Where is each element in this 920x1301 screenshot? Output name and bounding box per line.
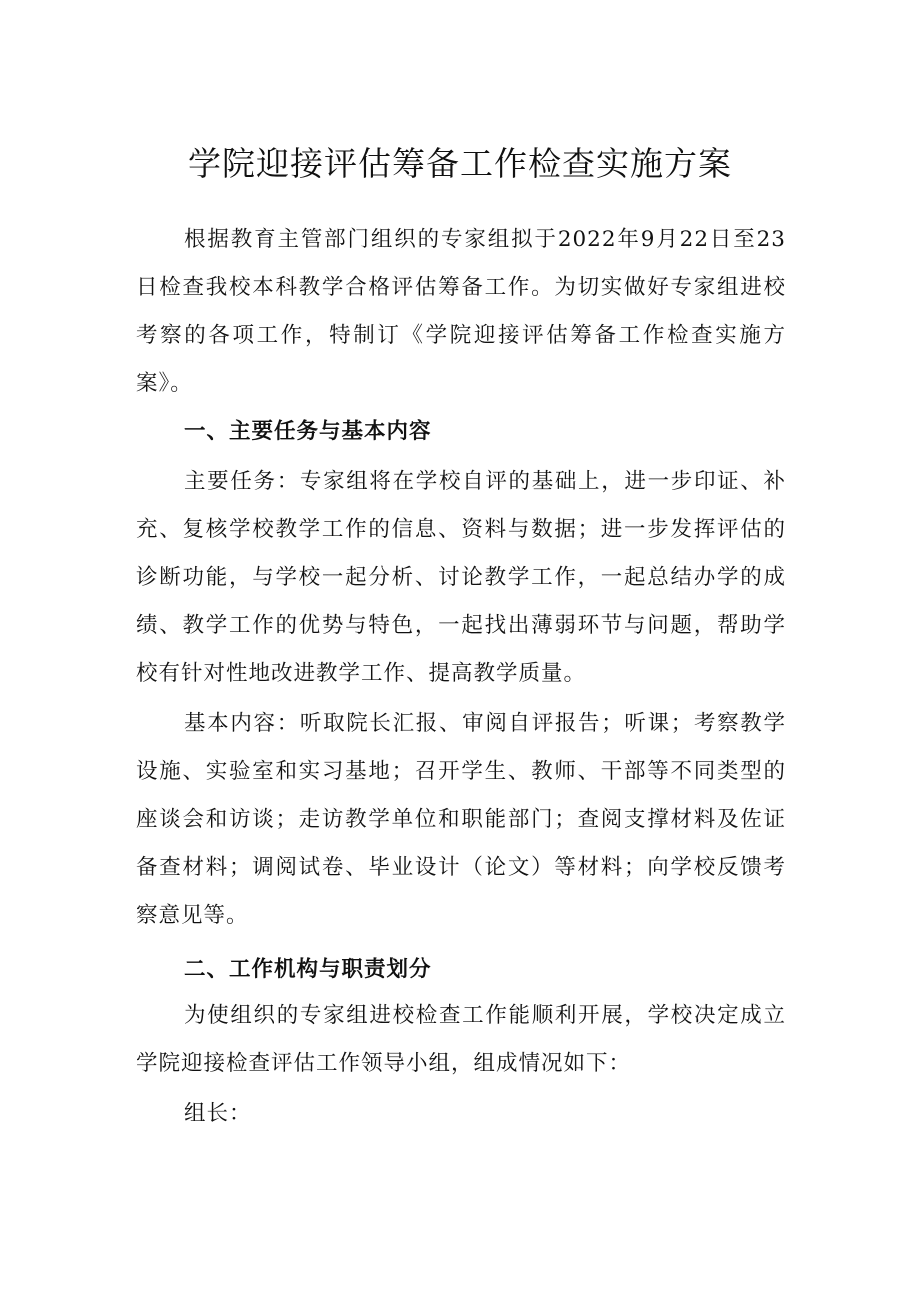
intro-paragraph: 根据教育主管部门组织的专家组拟于2022年9月22日至23日检查我校本科教学合格评估筹备工作。为切实做好专家组进校考察的各项工作，特制订《学院迎接评估筹备工作检查实施方案》。 — [136, 227, 786, 396]
section-heading-tasks: 一、主要任务与基本内容 — [184, 419, 432, 444]
organization-intro-paragraph: 为使组织的专家组进校检查工作能顺利开展，学校决定成立学院迎接检查评估工作领导小组，组成情况如下： — [136, 1003, 786, 1076]
document-title: 学院迎接评估筹备工作检查实施方案 — [188, 144, 732, 183]
main-tasks-paragraph: 主要任务：专家组将在学校自评的基础上，进一步印证、补充、复核学校教学工作的信息、资料与数据；进一步发挥评估的诊断功能，与学校一起分析、讨论教学工作，一起总结办学的成绩、教学工作的优势与特色，一起找出薄弱环节与问题，帮助学校有针对性地改进教学工作、提高教学质量。 — [136, 469, 786, 686]
basic-content-paragraph: 基本内容：听取院长汇报、审阅自评报告；听课；考察教学设施、实验室和实习基地；召开学生、教师、干部等不同类型的座谈会和访谈；走访教学单位和职能部门；查阅支撑材料及佐证备查材料；调阅试卷、毕业设计（论文）等材料；向学校反馈考察意见等。 — [136, 711, 786, 928]
section-heading-organization: 二、工作机构与职责划分 — [184, 957, 432, 982]
leader-label: 组长： — [184, 1101, 252, 1126]
